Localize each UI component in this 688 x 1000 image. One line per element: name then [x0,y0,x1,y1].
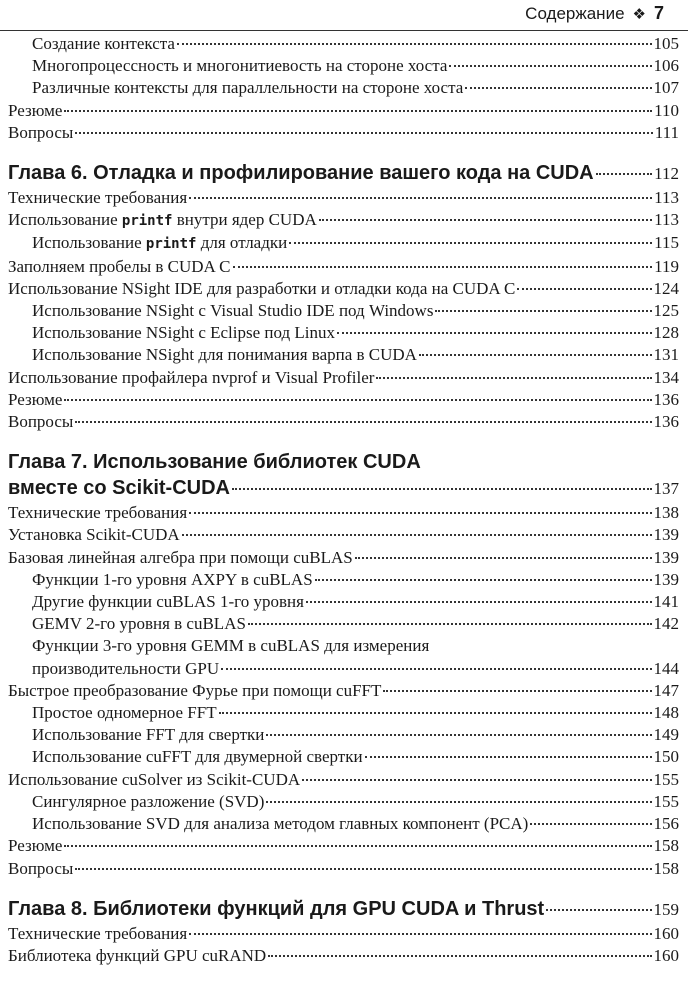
toc-entry-title: Глава 7. Использование библиотек CUDA [8,451,421,474]
toc-page-number: 136 [653,389,679,409]
toc-page-number: 141 [653,592,679,612]
toc-page-number: 110 [654,100,679,120]
toc-page-number: 138 [653,503,679,523]
toc-entry-title: Сингулярное разложение (SVD) [32,791,265,811]
toc-entry-title: Использование NSight с Visual Studio IDE под Windows [32,301,434,321]
toc-chapter-entry[interactable] [8,475,679,502]
toc-entry[interactable] [8,724,679,746]
toc-entry-title: Технические требования [8,923,188,943]
toc-entry-title: Простое одномерное FFT [32,703,217,723]
toc-page-number: 119 [654,256,679,276]
dot-leader [319,219,652,221]
toc-page-number: 131 [653,345,679,365]
dot-leader [376,377,651,379]
dot-leader [232,488,652,490]
toc-entry-title: Вопросы [8,858,74,878]
toc-page-number: 144 [653,658,679,678]
toc-page-number: 156 [653,814,679,834]
dot-leader [268,955,651,957]
toc-chapter-entry[interactable] [8,160,679,187]
toc-entry-title: Использование NSight для понимания варпа в CUDA [32,345,417,365]
dot-leader [64,399,651,401]
toc-entry[interactable] [8,278,679,300]
toc-title-suffix: внутри ядер CUDA [172,210,317,230]
toc-entry-title: Резюме [8,389,63,409]
dot-leader [289,242,652,244]
toc-entry-title: вместе со Scikit-CUDA [8,477,230,500]
toc-page-number: 150 [653,747,679,767]
dot-leader [302,779,651,781]
toc-entry-title: Глава 8. Библиотеки функций для GPU CUDA и Thrust [8,897,545,920]
toc-entry[interactable] [8,122,679,144]
toc-page-number: 107 [653,78,679,98]
toc-entry[interactable] [8,858,679,880]
dot-leader [517,288,651,290]
toc-entry-title: Заполняем пробелы в CUDA C [8,256,231,276]
toc-entry-title: Библиотека функций GPU cuRAND [8,945,267,965]
toc-page-number: 111 [654,122,679,142]
toc-page-number: 113 [654,210,679,230]
table-of-contents [8,33,679,967]
dot-leader [465,87,651,89]
dot-leader [365,756,652,758]
toc-chapter-entry[interactable] [8,449,679,475]
toc-entry[interactable] [8,524,679,546]
toc-entry[interactable] [8,322,679,344]
toc-page-number: 149 [653,725,679,745]
dot-leader [306,601,652,603]
toc-entry[interactable] [8,33,679,55]
toc-page-number: 113 [654,188,679,208]
dot-leader [189,197,652,199]
page-number: 7 [653,3,664,23]
toc-entry[interactable] [8,613,679,635]
dot-leader [383,690,651,692]
toc-page-number: 105 [653,34,679,53]
toc-entry-title: Технические требования [8,503,188,523]
ornament-icon: ❖ [632,6,646,23]
toc-page-number: 155 [653,769,679,789]
toc-entry-title: Использование NSight IDE для разработки и отладки кода на CUDA C [8,278,516,298]
toc-entry[interactable] [8,635,679,657]
toc-entry-title: Использование профайлера nvprof и Visual Profiler [8,367,375,387]
toc-entry-title: Функции 1-го уровня AXPY в cuBLAS [32,569,313,589]
toc-page-number: 124 [653,278,679,298]
toc-page-number: 136 [653,412,679,432]
dot-leader [75,868,651,870]
toc-page-number: 106 [653,56,679,76]
dot-leader [219,712,652,714]
toc-page-number: 147 [653,680,679,700]
dot-leader [64,845,651,847]
toc-entry-title: Использование cuSolver из Scikit-CUDA [8,769,301,789]
toc-entry-title: Использование NSight с Eclipse под Linux [32,323,336,343]
toc-entry-title: Создание контекста [32,34,175,53]
toc-entry-title: Резюме [8,100,63,120]
toc-entry-title [8,209,317,232]
dot-leader [75,132,652,134]
toc-entry[interactable] [8,389,679,411]
toc-entry[interactable] [8,702,679,724]
toc-entry-title: Установка Scikit-CUDA [8,525,180,545]
toc-entry-title: Резюме [8,836,63,856]
toc-code: printf [121,213,173,230]
dot-leader [75,421,651,423]
toc-entry[interactable] [8,55,679,77]
toc-page-number: 139 [653,525,679,545]
toc-chapter-entry[interactable] [8,896,679,923]
toc-page-number: 155 [653,791,679,811]
running-header [0,0,688,31]
dot-leader [546,909,651,911]
toc-entry[interactable] [8,569,679,591]
toc-page-number: 134 [653,367,679,387]
toc-entry-title: Базовая линейная алгебра при помощи cuBLAS [8,547,353,567]
toc-entry[interactable] [8,547,679,569]
toc-entry[interactable] [8,77,679,99]
toc-page-number: 115 [654,233,679,253]
toc-entry[interactable] [8,791,679,813]
toc-page-number: 148 [653,703,679,723]
dot-leader [182,534,652,536]
toc-entry[interactable] [8,835,679,857]
toc-page-number: 159 [653,899,679,919]
toc-page-number: 112 [654,164,679,184]
toc-page-number: 139 [653,569,679,589]
toc-entry[interactable] [8,658,679,680]
toc-entry[interactable] [8,256,679,278]
dot-leader [177,43,652,45]
toc-entry-title: Использование SVD для анализа методом главных компонент (PCA) [32,814,529,834]
toc-entry-title: Вопросы [8,412,74,432]
toc-page-number: 158 [653,836,679,856]
dot-leader [64,110,652,112]
toc-entry-title: Различные контексты для параллельности на стороне хоста [32,78,464,98]
toc-entry[interactable] [8,680,679,702]
toc-entry-title: Другие функции cuBLAS 1-го уровня [32,592,304,612]
toc-entry[interactable] [8,300,679,322]
dot-leader [233,266,653,268]
dot-leader [266,734,651,736]
toc-entry[interactable] [8,591,679,613]
toc-entry[interactable] [8,813,679,835]
toc-entry[interactable] [8,502,679,524]
toc-page-number: 137 [653,479,679,499]
toc-entry[interactable] [8,232,679,255]
dot-leader [596,173,653,175]
toc-entry[interactable] [8,209,679,232]
dot-leader [449,65,651,67]
toc-entry[interactable] [8,367,679,389]
toc-code: printf [145,236,197,253]
toc-entry-title: Многопроцессность и многонитиевость на стороне хоста [32,56,448,76]
dot-leader [189,512,651,514]
dot-leader [337,332,651,334]
dot-leader [221,668,651,670]
toc-entry-title: Глава 6. Отладка и профилирование вашего кода на CUDA [8,162,594,185]
toc-title-suffix: для отладки [196,233,288,253]
toc-entry[interactable] [8,945,679,967]
toc-entry[interactable] [8,100,679,122]
toc-page-number: 158 [653,858,679,878]
toc-entry-title [32,232,287,255]
toc-page-number: 160 [653,945,679,965]
toc-page-number: 142 [653,614,679,634]
toc-entry-title: Использование cuFFT для двумерной свертки [32,747,363,767]
running-head [525,3,664,24]
toc-page-number: 128 [653,323,679,343]
dot-leader [315,579,652,581]
dot-leader [530,823,651,825]
toc-entry-title: Функции 3-го уровня GEMM в cuBLAS для измерения [32,636,430,656]
dot-leader [355,557,652,559]
dot-leader [266,801,651,803]
toc-entry[interactable] [8,344,679,366]
toc-entry[interactable] [8,411,679,433]
toc-page-number: 139 [653,547,679,567]
toc-page-number: 125 [653,301,679,321]
toc-entry[interactable] [8,746,679,768]
dot-leader [248,623,652,625]
toc-title-prefix: Использование [8,210,122,230]
toc-entry[interactable] [8,187,679,209]
dot-leader [435,310,651,312]
dot-leader [189,933,651,935]
toc-entry-title: Использование FFT для свертки [32,725,265,745]
toc-entry[interactable] [8,923,679,945]
toc-title-prefix: Использование [32,233,146,253]
toc-entry-title: производительности GPU [32,658,220,678]
section-title: Содержание [525,4,625,23]
toc-entry[interactable] [8,769,679,791]
toc-entry-title: Быстрое преобразование Фурье при помощи cuFFT [8,680,382,700]
dot-leader [419,354,652,356]
toc-entry-title: GEMV 2-го уровня в cuBLAS [32,614,246,634]
toc-entry-title: Технические требования [8,188,188,208]
toc-entry-title: Вопросы [8,122,74,142]
toc-page-number: 160 [653,923,679,943]
